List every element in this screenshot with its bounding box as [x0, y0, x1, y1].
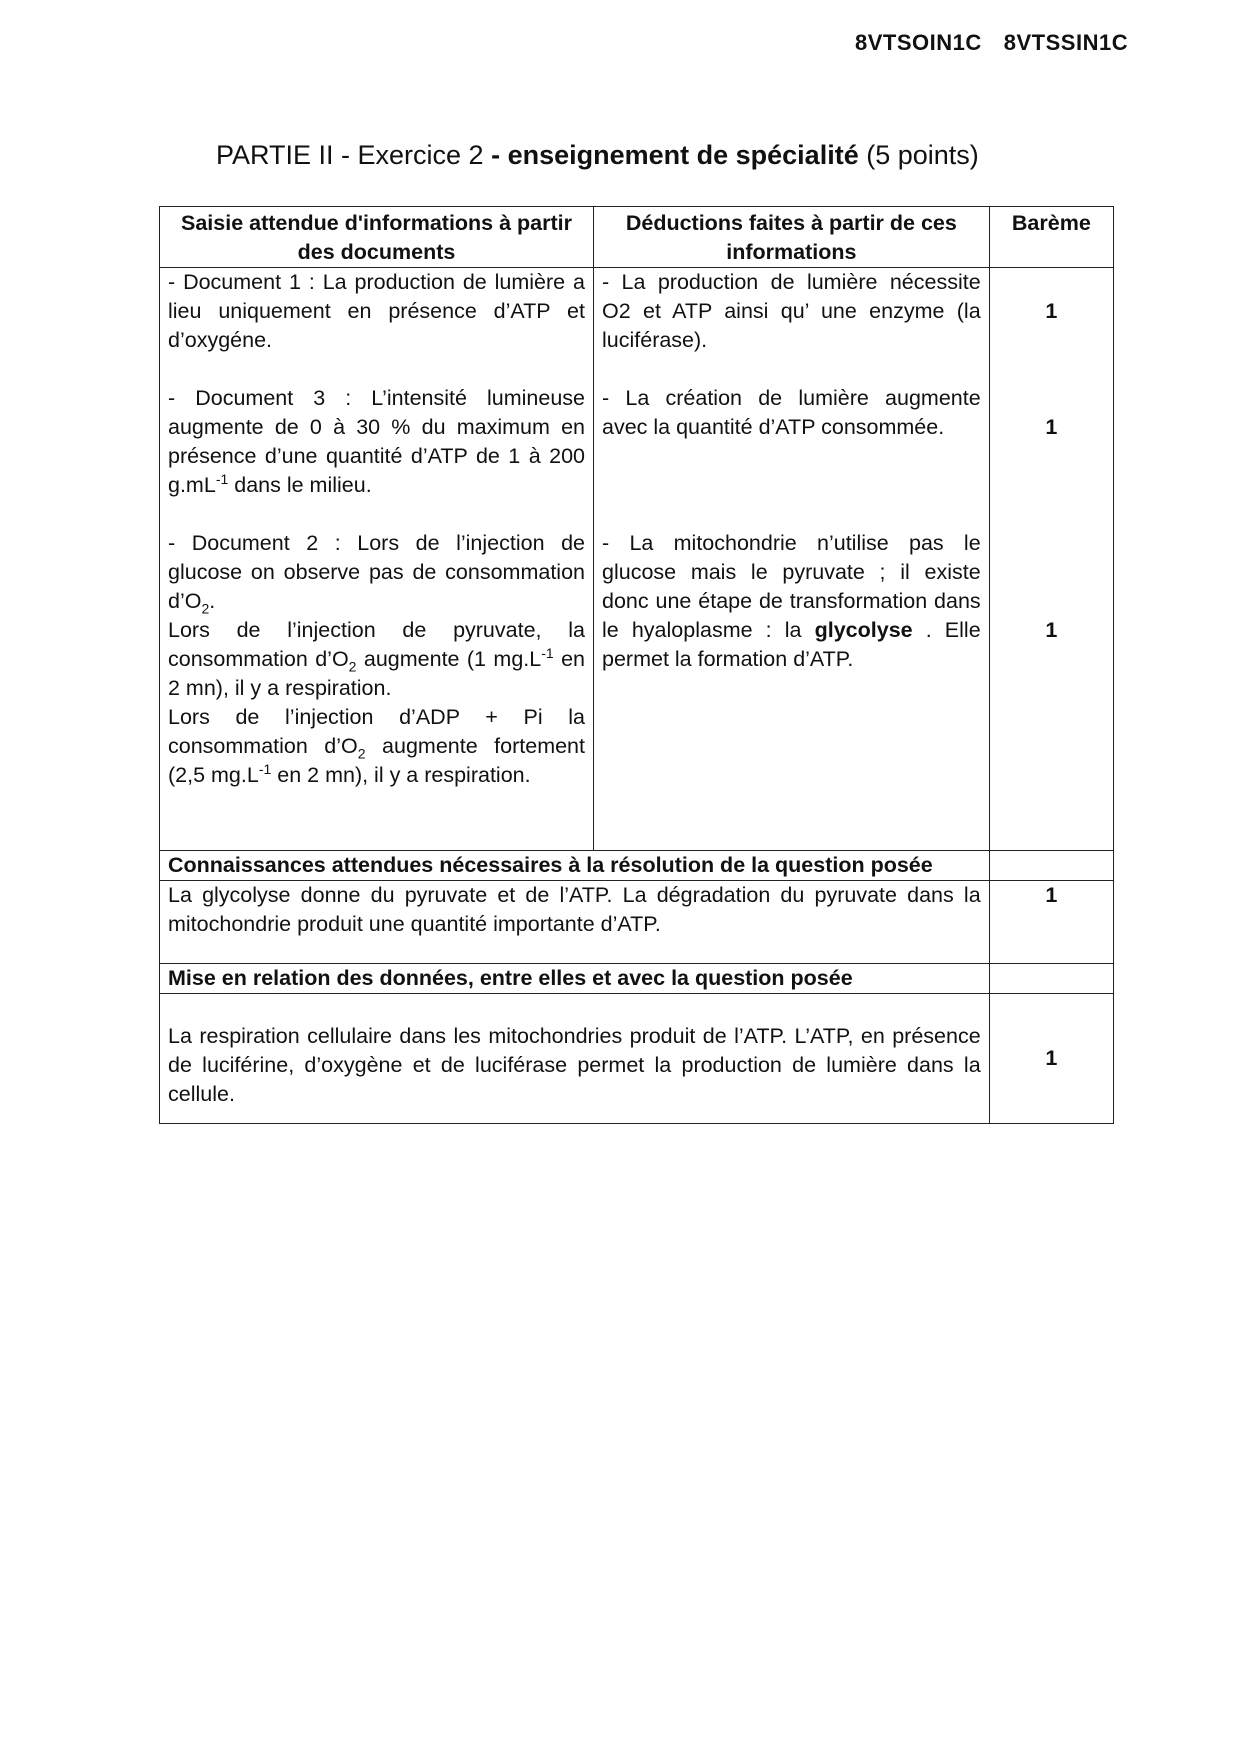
doc1-info: - Document 1 : La production de lumière a lieu uniquement en présence d’ATP et d’oxygéne.: [168, 270, 585, 352]
doc2-text: en 2 mn), il y a respiration.: [271, 763, 531, 787]
deduction-text: . Elle permet la formation d’ATP.: [602, 618, 981, 671]
deduction-text: - La mitochondrie n’utilise pas le glucose mais le pyruvate ; il existe donc une étape de transformation dans le hyaloplasme : la: [602, 531, 981, 642]
superscript: -1: [258, 760, 272, 777]
exam-code-2: 8VTSSIN1C: [1003, 30, 1129, 55]
table-header-row: [160, 207, 1114, 268]
doc3-info-exponent: -1: [215, 470, 229, 487]
doc2-text: Lors de l’injection de pyruvate, la consommation d’O: [168, 618, 585, 671]
doc2-points: 1: [1045, 618, 1058, 642]
empty-cell: [989, 851, 1113, 881]
doc3-info-end: dans le milieu.: [228, 473, 372, 497]
subscript: 2: [357, 745, 366, 762]
points-cell: [989, 268, 1113, 851]
deduction-cell: [594, 268, 990, 851]
doc2-text: .: [209, 589, 216, 613]
doc2-deduction: [602, 529, 981, 674]
subscript: 2: [348, 658, 357, 675]
relation-points: 1: [989, 994, 1113, 1124]
title-part: PARTIE II - Exercice 2: [216, 140, 484, 170]
doc2-text: en 2 mn), il y a respiration.: [168, 647, 585, 700]
title-subject: - enseignement de spécialité: [483, 140, 859, 170]
doc2-text: Lors de l’injection d’ADP + Pi la consommation d’O: [168, 705, 585, 758]
title-points: (5 points): [858, 140, 979, 170]
knowledge-heading-row: [160, 851, 1114, 881]
doc1-deduction: - La production de lumière nécessite O2 et ATP ainsi qu’ une enzyme (la luciférase).: [602, 270, 981, 352]
page-title: [216, 140, 979, 171]
deduction-keyword: glycolyse: [814, 618, 913, 642]
doc3-info: [168, 384, 585, 500]
header-deductions: Déductions faites à partir de ces informations: [594, 207, 990, 268]
empty-cell: [989, 964, 1113, 994]
knowledge-points: 1: [989, 881, 1113, 964]
doc1-points: 1: [1045, 299, 1058, 323]
knowledge-heading: Connaissances attendues nécessaires à la résolution de la question posée: [160, 851, 990, 881]
exam-code-1: 8VTSOIN1C: [855, 30, 982, 55]
header-points: Barème: [989, 207, 1113, 268]
knowledge-row: [160, 881, 1114, 964]
doc3-info-text: - Document 3 : L’intensité lumineuse augmente de 0 à 30 % du maximum en présence d’une quantité d’ATP de 1 à 200 g.mL: [168, 386, 585, 497]
superscript: -1: [541, 644, 554, 661]
exam-codes: [855, 30, 1150, 56]
doc2-info-1: [168, 529, 585, 616]
knowledge-text: La glycolyse donne du pyruvate et de l’ATP. La dégradation du pyruvate dans la mitochondrie produit une quantité importante d’ATP.: [160, 881, 990, 964]
table-row: [160, 268, 1114, 851]
relation-row: [160, 994, 1114, 1124]
doc2-text: augmente (1 mg.L: [356, 647, 542, 671]
header-info: Saisie attendue d'informations à partir des documents: [160, 207, 594, 268]
doc3-points: 1: [1045, 415, 1058, 439]
grading-table: [159, 206, 1114, 1124]
doc2-info-2: [168, 616, 585, 703]
subscript: 2: [201, 600, 210, 617]
info-cell: [160, 268, 594, 851]
relation-heading: Mise en relation des données, entre elles et avec la question posée: [160, 964, 990, 994]
doc3-deduction: - La création de lumière augmente avec la quantité d’ATP consommée.: [602, 386, 981, 439]
relation-text: La respiration cellulaire dans les mitochondries produit de l’ATP. L’ATP, en présence de luciférine, d’oxygène et de luciférase permet la production de lumière dans la cellule.: [160, 994, 990, 1124]
doc2-text: augmente fortement (2,5 mg.L: [168, 734, 585, 787]
doc2-info-3: [168, 703, 585, 790]
relation-heading-row: [160, 964, 1114, 994]
doc2-text: - Document 2 : Lors de l’injection de glucose on observe pas de consommation d’O: [168, 531, 585, 613]
